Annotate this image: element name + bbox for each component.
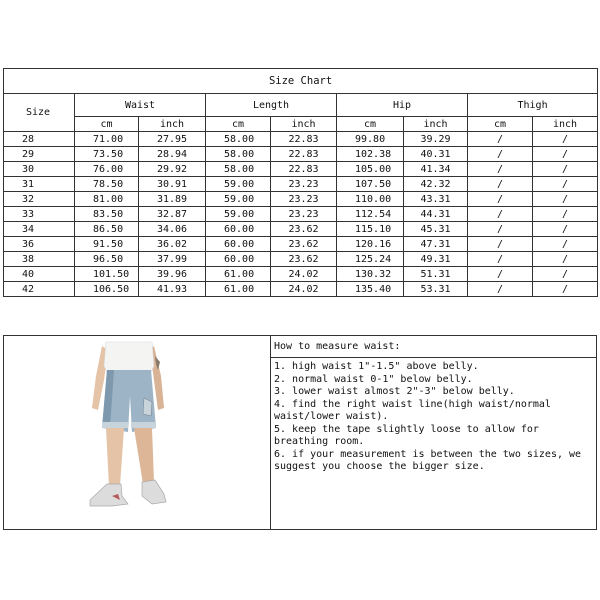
measurement-cell: / [533, 252, 598, 267]
table-row [4, 237, 598, 252]
measurement-cell: 42.32 [404, 177, 468, 192]
unit-header: inch [533, 117, 598, 132]
measurement-cell: 60.00 [206, 237, 271, 252]
guide-item: 3. lower waist almost 2"-3" below belly. [274, 386, 515, 397]
measurement-cell: 61.00 [206, 267, 271, 282]
measurement-cell: 23.62 [271, 222, 337, 237]
measurement-cell: 59.00 [206, 192, 271, 207]
measurement-cell: / [533, 237, 598, 252]
size-cell: 31 [4, 177, 75, 192]
measurement-cell: 39.96 [139, 267, 206, 282]
measurement-cell: 99.80 [337, 132, 404, 147]
measurement-cell: 51.31 [404, 267, 468, 282]
measurement-cell: 22.83 [271, 162, 337, 177]
length-header: Length [206, 94, 337, 117]
measurement-cell: 58.00 [206, 162, 271, 177]
measurement-cell: 112.54 [337, 207, 404, 222]
guide-item: 5. keep the tape slightly loose to allow for breathing room. [274, 423, 539, 447]
measurement-cell: 130.32 [337, 267, 404, 282]
measurement-cell: 24.02 [271, 282, 337, 297]
measurement-cell: 107.50 [337, 177, 404, 192]
measurement-cell: / [468, 207, 533, 222]
measurement-cell: 73.50 [75, 147, 139, 162]
measurement-cell: 106.50 [75, 282, 139, 297]
measurement-cell: 110.00 [337, 192, 404, 207]
measurement-cell: 34.06 [139, 222, 206, 237]
guide-item: 2. normal waist 0-1" below belly. [274, 373, 473, 385]
measurement-cell: / [468, 192, 533, 207]
measurement-cell: / [468, 147, 533, 162]
measurement-cell: 60.00 [206, 222, 271, 237]
measurement-cell: 78.50 [75, 177, 139, 192]
measurement-cell: 45.31 [404, 222, 468, 237]
table-row [4, 192, 598, 207]
measurement-cell: 30.91 [139, 177, 206, 192]
measurement-cell: / [533, 162, 598, 177]
unit-header: inch [271, 117, 337, 132]
unit-header: inch [139, 117, 206, 132]
measurement-cell: / [533, 132, 598, 147]
measurement-cell: 27.95 [139, 132, 206, 147]
measurement-cell: 23.62 [271, 252, 337, 267]
measurement-cell: 86.50 [75, 222, 139, 237]
size-cell: 33 [4, 207, 75, 222]
measurement-cell: 60.00 [206, 252, 271, 267]
measurement-cell: / [468, 132, 533, 147]
right-shoe [142, 480, 166, 504]
measurement-cell: / [468, 177, 533, 192]
left-cuff [102, 422, 128, 428]
measurement-cell: 23.23 [271, 177, 337, 192]
measurement-cell: 76.00 [75, 162, 139, 177]
size-cell: 36 [4, 237, 75, 252]
product-image-panel [4, 336, 271, 529]
measurement-cell: 58.00 [206, 147, 271, 162]
table-row [4, 177, 598, 192]
measurement-cell: 22.83 [271, 147, 337, 162]
thigh-header: Thigh [468, 94, 598, 117]
measurement-cell: / [533, 177, 598, 192]
measurement-cell: / [468, 252, 533, 267]
measurement-cell: 59.00 [206, 177, 271, 192]
measurement-cell: 29.92 [139, 162, 206, 177]
size-chart-table [3, 68, 598, 297]
table-row [4, 267, 598, 282]
right-leg [134, 428, 154, 484]
measurement-cell: 32.87 [139, 207, 206, 222]
units-row [4, 117, 598, 132]
size-header: Size [4, 94, 75, 132]
guide-list [274, 361, 592, 474]
size-cell: 29 [4, 147, 75, 162]
unit-header: cm [206, 117, 271, 132]
size-cell: 28 [4, 132, 75, 147]
size-cell: 30 [4, 162, 75, 177]
right-cuff [131, 422, 156, 428]
measurement-cell: 61.00 [206, 282, 271, 297]
measurement-cell: / [533, 207, 598, 222]
unit-header: cm [337, 117, 404, 132]
size-cell: 42 [4, 282, 75, 297]
measurement-cell: 36.02 [139, 237, 206, 252]
table-row [4, 162, 598, 177]
shirt [104, 342, 154, 374]
guide-divider [271, 357, 596, 358]
table-row [4, 252, 598, 267]
measurement-cell: / [533, 267, 598, 282]
measurement-cell: 23.62 [271, 237, 337, 252]
measurement-cell: / [533, 147, 598, 162]
measurement-cell: 44.31 [404, 207, 468, 222]
measurement-cell: 31.89 [139, 192, 206, 207]
unit-header: inch [404, 117, 468, 132]
size-cell: 38 [4, 252, 75, 267]
measurement-cell: 40.31 [404, 147, 468, 162]
measure-guide-box [3, 335, 597, 530]
measurement-cell: 39.29 [404, 132, 468, 147]
measurement-cell: / [468, 267, 533, 282]
table-row [4, 207, 598, 222]
guide-item: 1. high waist 1"-1.5" above belly. [274, 361, 479, 372]
unit-header: cm [468, 117, 533, 132]
measurement-cell: 23.23 [271, 207, 337, 222]
measurement-cell: 47.31 [404, 237, 468, 252]
table-row [4, 222, 598, 237]
measurement-cell: 96.50 [75, 252, 139, 267]
guide-item: 4. find the right waist line(high waist/normal waist/lower waist). [274, 398, 551, 422]
measurement-cell: 81.00 [75, 192, 139, 207]
measurement-cell: 102.38 [337, 147, 404, 162]
table-row [4, 132, 598, 147]
measurement-cell: 101.50 [75, 267, 139, 282]
measurement-cell: 49.31 [404, 252, 468, 267]
measurement-cell: 24.02 [271, 267, 337, 282]
measurement-cell: 43.31 [404, 192, 468, 207]
size-cell: 40 [4, 267, 75, 282]
model-photo [4, 336, 270, 529]
measurement-cell: / [468, 282, 533, 297]
measurement-cell: 83.50 [75, 207, 139, 222]
unit-header: cm [75, 117, 139, 132]
guide-title: How to measure waist: [274, 341, 401, 352]
size-cell: 32 [4, 192, 75, 207]
measurement-cell: 135.40 [337, 282, 404, 297]
measurement-cell: 37.99 [139, 252, 206, 267]
measurement-cell: 53.31 [404, 282, 468, 297]
measurement-cell: 115.10 [337, 222, 404, 237]
measurement-cell: 23.23 [271, 192, 337, 207]
measurement-cell: 105.00 [337, 162, 404, 177]
measurement-cell: / [468, 222, 533, 237]
measurement-cell: 59.00 [206, 207, 271, 222]
measurement-cell: 41.34 [404, 162, 468, 177]
size-rows [4, 132, 598, 297]
left-leg [106, 428, 124, 486]
waist-header: Waist [75, 94, 206, 117]
measurement-cell: 22.83 [271, 132, 337, 147]
size-cell: 34 [4, 222, 75, 237]
measure-guide-panel [271, 336, 596, 529]
table-row [4, 147, 598, 162]
measurement-cell: / [533, 222, 598, 237]
measurement-cell: / [468, 237, 533, 252]
guide-item: 6. if your measurement is between the two sizes, we suggest you choose the bigger size. [274, 448, 582, 472]
measurement-cell: 41.93 [139, 282, 206, 297]
measurement-cell: 28.94 [139, 147, 206, 162]
measurement-cell: / [468, 162, 533, 177]
measurement-cell: 125.24 [337, 252, 404, 267]
measurement-cell: 58.00 [206, 132, 271, 147]
measurement-cell: / [533, 282, 598, 297]
measurement-cell: 91.50 [75, 237, 139, 252]
measurement-cell: 120.16 [337, 237, 404, 252]
hip-header: Hip [337, 94, 468, 117]
table-row [4, 282, 598, 297]
chart-title: Size Chart [4, 69, 598, 94]
measurement-cell: 71.00 [75, 132, 139, 147]
left-shoe [90, 484, 128, 506]
measurement-cell: / [533, 192, 598, 207]
